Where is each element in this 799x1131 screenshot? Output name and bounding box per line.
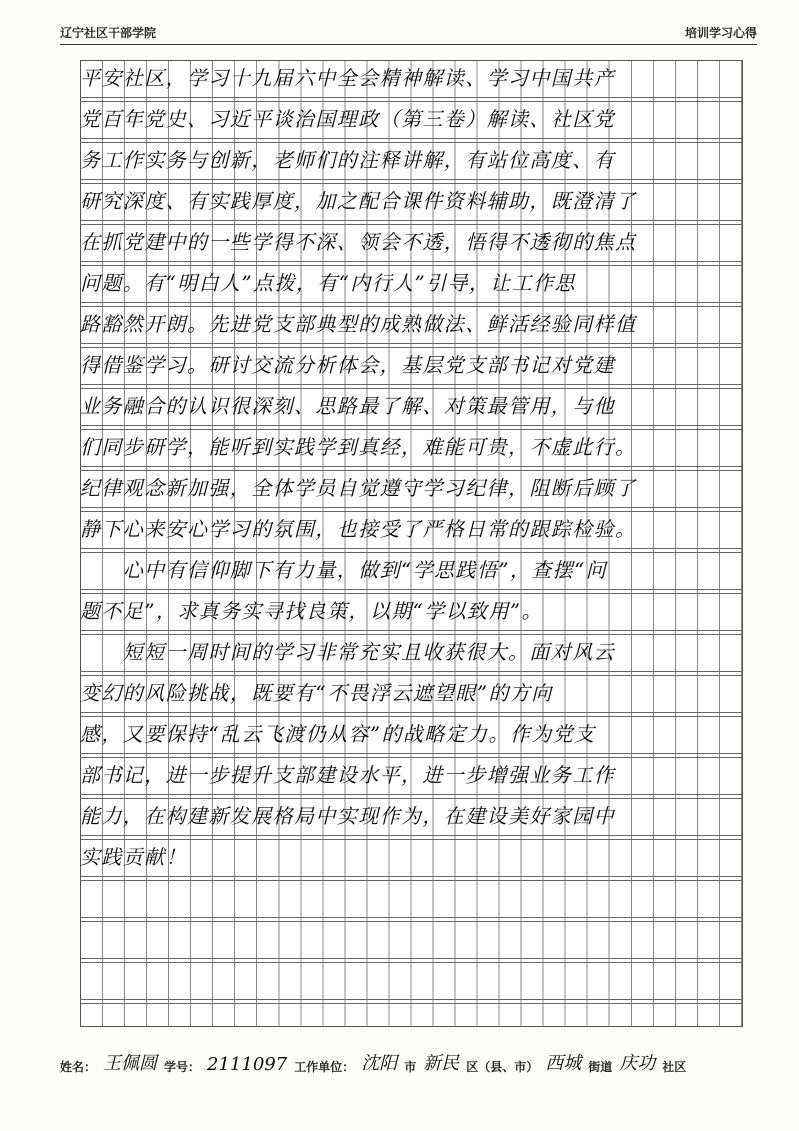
text-line: 心中有信仰脚下有力量，做到“学思践悟”，查摆“问	[80, 558, 608, 582]
city-value: 沈阳	[361, 1053, 398, 1074]
name-label: 姓名：	[60, 1060, 97, 1074]
id-value: 2111097	[207, 1054, 288, 1075]
text-line: 感，又要保持“乱云飞渡仍从容”的战略定力。作为党支	[80, 722, 596, 746]
text-line: 们同步研学，能听到实践学到真经，难能可贵，不虚此行。	[80, 435, 637, 459]
text-line: 路豁然开朗。先进党支部典型的成熟做法、鲜活经验同样值	[80, 312, 637, 336]
text-line: 静下心来安心学习的氛围，也接受了严格日常的跟踪检验。	[80, 517, 637, 541]
text-line: 能力，在构建新发展格局中实现作为，在建设美好家园中	[80, 804, 615, 828]
header-rule	[60, 44, 757, 45]
text-line: 纪律观念新加强，全体学员自觉遵守学习纪律，阻断后顾了	[80, 476, 637, 500]
text-line: 得借鉴学习。研讨交流分析体会，基层党支部书记对党建	[80, 353, 615, 377]
text-line: 研究深度、有实践厚度，加之配合课件资料辅助，既澄清了	[80, 189, 637, 213]
document-title: 培训学习心得	[684, 25, 757, 40]
district-suffix: 区（县、市）	[466, 1060, 539, 1074]
text-line: 题不足”，求真务实寻找良策，以期“学以致用”。	[80, 599, 543, 623]
id-label: 学号：	[164, 1060, 201, 1074]
text-line: 党百年党史、习近平谈治国理政（第三卷）解读、社区党	[80, 107, 615, 131]
community-suffix: 社区	[662, 1060, 687, 1074]
text-line: 变幻的风险挑战，既要有“不畏浮云遮望眼”的方向	[80, 681, 553, 705]
text-line: 部书记，进一步提升支部建设水平，进一步增强业务工作	[80, 763, 615, 787]
unit-label: 工作单位：	[294, 1060, 355, 1074]
text-line: 问题。有“明白人”点拨，有“内行人”引导，让工作思	[80, 271, 576, 295]
district-value: 新民	[423, 1053, 460, 1074]
community-value: 庆功	[619, 1053, 656, 1074]
street-suffix: 街道	[588, 1060, 613, 1074]
name-value: 王佩圆	[103, 1053, 158, 1074]
text-line: 短短一周时间的学习非常充实且收获很大。面对风云	[80, 640, 615, 664]
street-value: 西城	[545, 1053, 582, 1074]
page-header	[60, 22, 757, 42]
text-line: 务工作实务与创新，老师们的注释讲解，有站位高度、有	[80, 148, 615, 172]
text-line: 平安社区，学习十九届六中全会精神解读、学习中国共产	[80, 66, 615, 90]
page-footer	[60, 1045, 757, 1075]
institution-title: 辽宁社区干部学院	[60, 25, 157, 40]
handwritten-text	[80, 60, 741, 1025]
city-suffix: 市	[404, 1060, 417, 1074]
text-line: 实践贡献！	[80, 845, 187, 869]
text-line: 业务融合的认识很深刻、思路最了解、对策最管用，与他	[80, 394, 615, 418]
text-line: 在抓党建中的一些学得不深、领会不透，悟得不透彻的焦点	[80, 230, 637, 254]
